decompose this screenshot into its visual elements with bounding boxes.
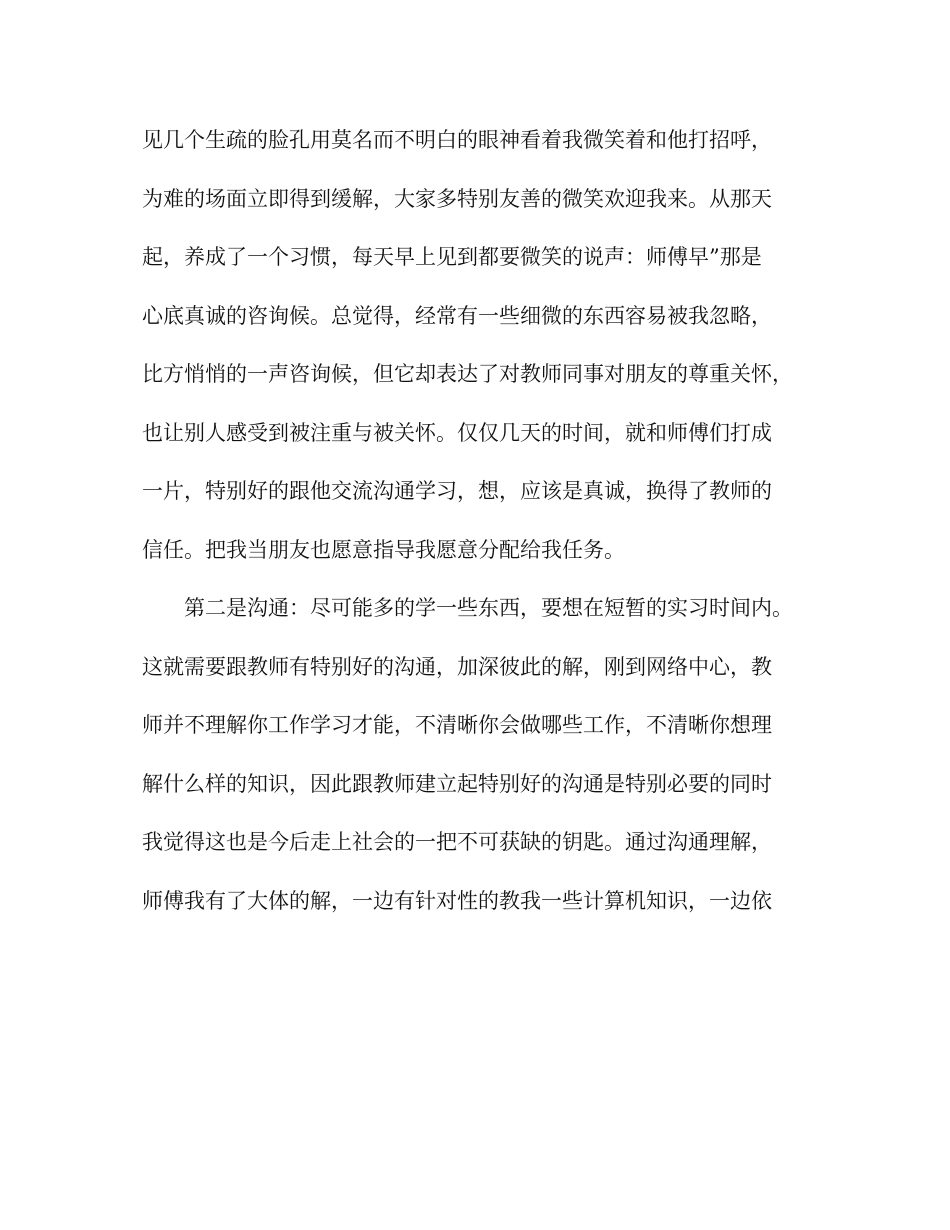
text-line: 也让别人感受到被注重与被关怀。仅仅几天的时间，就和师傅们打成	[142, 420, 772, 445]
text-line: 信任。把我当朋友也愿意指导我愿意分配给我任务。	[142, 537, 625, 562]
text-line: 师并不理解你工作学习才能，不清晰你会做哪些工作，不清晰你想理	[142, 713, 772, 737]
text-line: 这就需要跟教师有特别好的沟通，加深彼此的解，刚到网络中心，教	[142, 654, 772, 679]
text-line: 起，养成了一个习惯，每天早上见到都要微笑的说声：师傅早”那是	[142, 245, 762, 269]
text-line: 师傅我有了大体的解，一边有针对性的教我一些计算机知识，一边依	[142, 888, 772, 913]
text-line: 比方悄悄的一声咨询候，但它却表达了对教师同事对朋友的尊重关怀，	[142, 362, 793, 386]
text-line: 一片，特别好的跟他交流沟通学习，想，应该是真诚，换得了教师的	[142, 479, 772, 503]
paragraph-start-line: 第二是沟通：尽可能多的学一些东西，要想在短暂的实习时间内。	[184, 596, 793, 620]
text-line: 心底真诚的咨询候。总觉得，经常有一些细微的东西容易被我忽略，	[142, 303, 772, 328]
text-line: 为难的场面立即得到缓解，大家多特别友善的微笑欢迎我来。从那天	[142, 186, 772, 211]
text-line: 见几个生疏的脸孔用莫名而不明白的眼神看着我微笑着和他打招呼，	[142, 128, 772, 152]
text-line: 我觉得这也是今后走上社会的一把不可获缺的钥匙。通过沟通理解，	[142, 830, 772, 854]
body-text	[142, 120, 812, 939]
text-line: 解什么样的知识，因此跟教师建立起特别好的沟通是特别必要的同时	[142, 771, 772, 796]
